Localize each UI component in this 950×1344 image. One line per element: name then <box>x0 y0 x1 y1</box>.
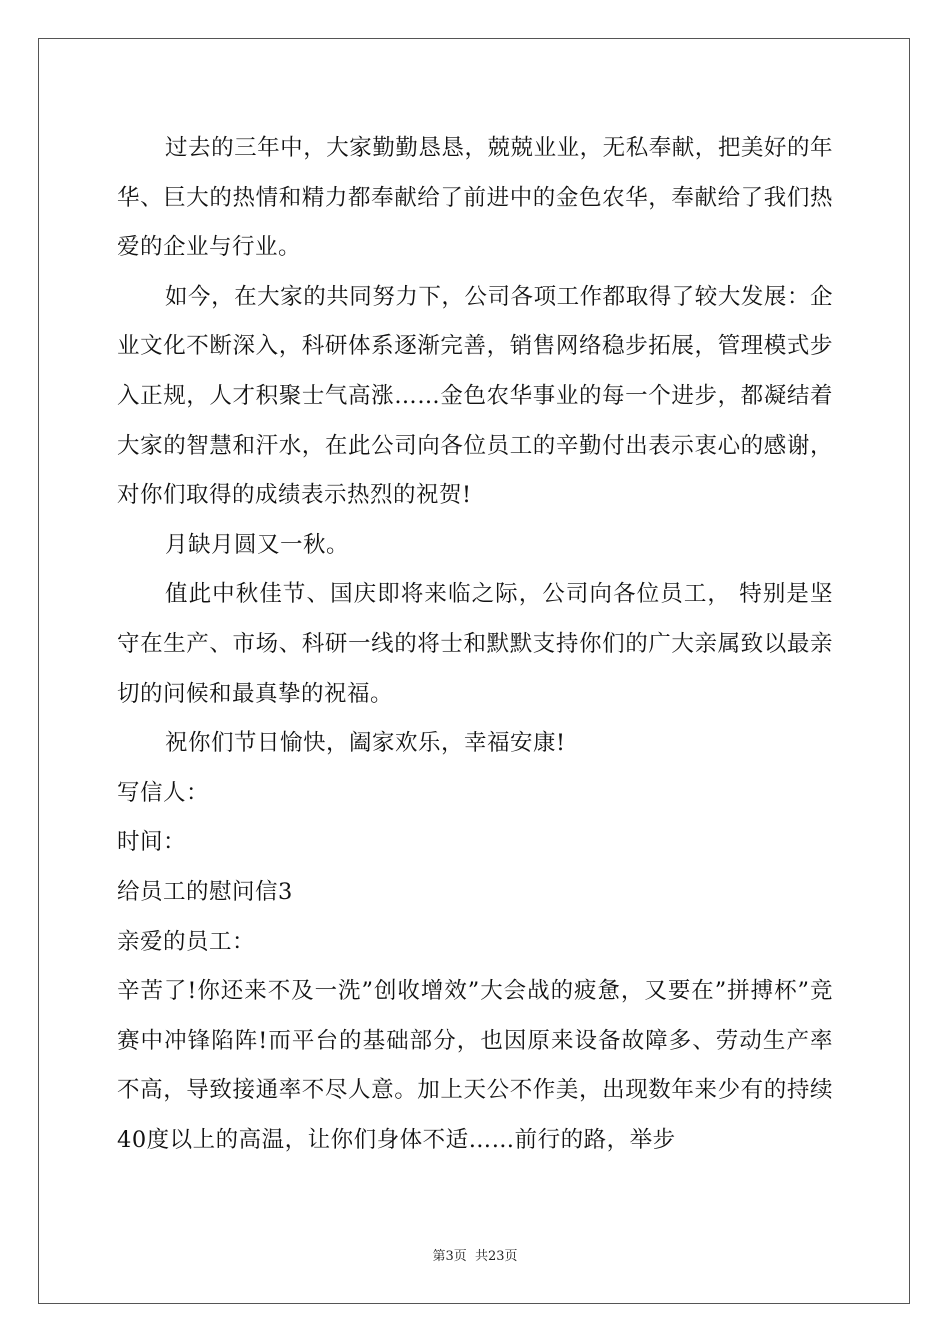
document-body <box>117 124 833 1165</box>
page-number: 第3页 <box>432 1249 467 1264</box>
paragraph-1: 过去的三年中，大家勤勤恳恳，兢兢业业，无私奉献，把美好的年华、巨大的热情和精力都奉献给了前进中的金色农华，奉献给了我们热爱的企业与行业。 <box>117 135 833 261</box>
salutation: 亲爱的员工： <box>117 928 256 955</box>
page-total: 共23页 <box>474 1249 518 1264</box>
paragraph-6: 辛苦了!你还来不及一洗”创收增效”大会战的疲惫，又要在”拼搏杯”竞赛中冲锋陷阵!而平台的基础部分，也因原来设备故障多、劳动生产率不高，导致接通率不尽人意。加上天公不作美，出现数年来少有的持续40度以上的高温，让你们身体不适……前行的路，举步 <box>117 978 833 1153</box>
paragraph-4: 值此中秋佳节、国庆即将来临之际，公司向各位员工， 特别是坚守在生产、市场、科研一线的将士和默默支持你们的广大亲属致以最亲切的问候和最真挚的祝福。 <box>117 581 833 707</box>
letter-title: 给员工的慰问信3 <box>117 878 293 905</box>
paragraph-2: 如今，在大家的共同努力下，公司各项工作都取得了较大发展：企业文化不断深入，科研体系逐渐完善，销售网络稳步拓展，管理模式步入正规，人才积聚士气高涨……金色农华事业的每一个进步，都凝结着大家的智慧和汗水，在此公司向各位员工的辛勤付出表示衷心的感谢，对你们取得的成绩表示热烈的祝贺! <box>117 283 833 509</box>
writer-line: 写信人： <box>117 779 210 806</box>
time-line: 时间： <box>117 829 187 856</box>
paragraph-5: 祝你们节日愉快，阖家欢乐，幸福安康! <box>165 730 566 757</box>
paragraph-3: 月缺月圆又一秋。 <box>165 531 350 558</box>
page-footer <box>0 1245 950 1264</box>
